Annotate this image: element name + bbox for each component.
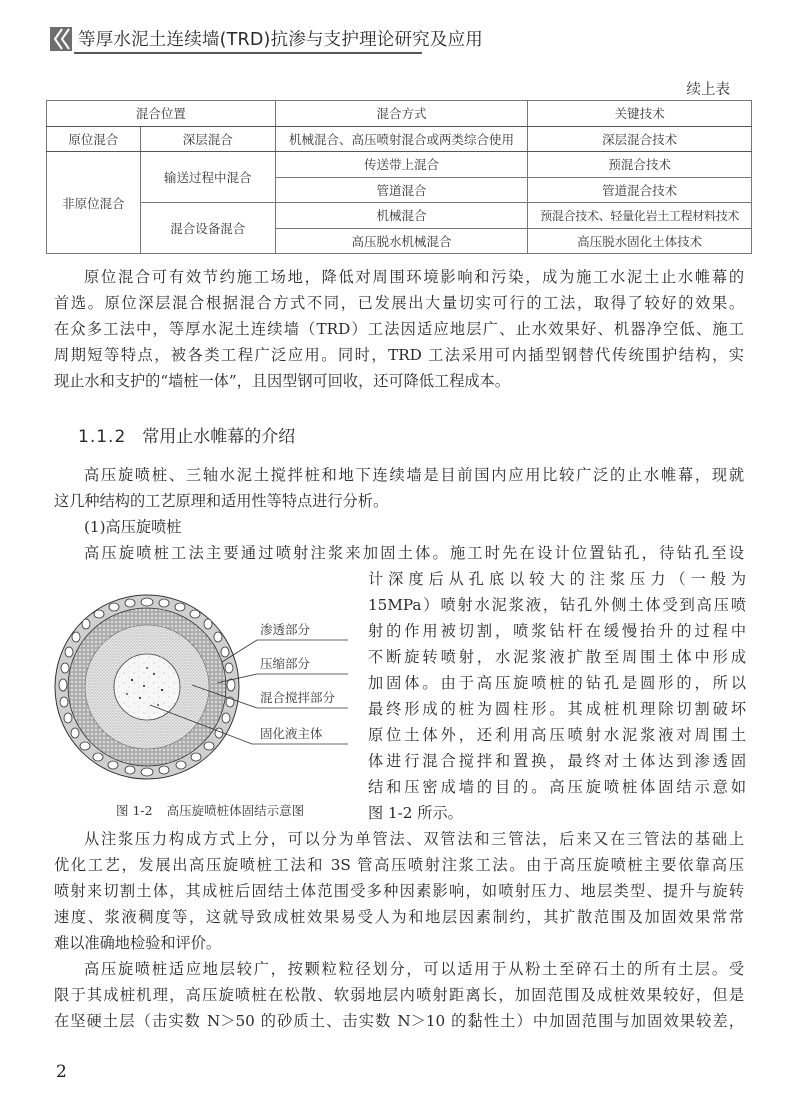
section-heading (78, 422, 295, 447)
figure-caption-text: 高压旋喷桩体固结示意图 (166, 803, 305, 818)
subsection-heading (54, 514, 744, 540)
text-line: 难以准确地检验和评价。 (54, 934, 222, 952)
text-line: 优化工艺，发展出高压旋喷桩工法和 3S 管高压喷射注浆工法。由于高压旋喷桩主要依靠高压 (54, 856, 744, 874)
section-number: 1.1.2 (78, 427, 127, 447)
text-line: 射的作用被切割，喷浆钻杆在缓慢抬升的过程中 (368, 622, 746, 640)
text-line: 原位土体外，还利用高压喷射水泥浆液对周围土 (368, 726, 746, 744)
table-header-cell: 混合方式 (275, 101, 528, 127)
section-title: 常用止水帷幕的介绍 (142, 427, 296, 447)
table-cell: 传送带上混合 (275, 152, 528, 178)
text-line: 首选。原位深层混合根据混合方式不同，已发展出大量切实可行的工法，取得了较好的效果。 (54, 294, 744, 312)
figure-jet-grouting-diagram (52, 590, 352, 780)
figure-label: 混合搅拌部分 (260, 690, 336, 705)
mixing-table (46, 100, 752, 254)
figure-label: 压缩部分 (260, 656, 311, 671)
text-line: 在众多工法中，等厚水泥土连续墙（TRD）工法因适应地层广、止水效果好、机器净空低、施工 (54, 320, 744, 338)
table-cell: 管道混合技术 (528, 177, 752, 203)
table-header-cell: 关键技术 (528, 101, 752, 127)
concentric-pile-diagram (52, 590, 352, 780)
table-cell: 非原位混合 (47, 152, 141, 254)
text-line: 图 1-2 所示。 (368, 804, 463, 822)
text-line: 加固体。由于高压旋喷桩的钻孔是圆形的，所以 (368, 674, 746, 692)
text-line: 喷射来切割土体，其成桩后固结土体范围受多种因素影响，如喷射压力、地层类型、提升与旋转 (54, 882, 744, 900)
header-rule (74, 52, 422, 54)
table-cell: 管道混合 (275, 177, 528, 203)
table-cell: 预混合技术 (528, 152, 752, 178)
text-line: 原位混合可有效节约施工场地，降低对周围环境影响和污染，成为施工水泥土止水帷幕的 (84, 268, 744, 286)
paragraph (54, 264, 744, 394)
book-title: 等厚水泥土连续墙(TRD)抗渗与支护理论研究及应用 (78, 30, 483, 50)
paragraph (54, 462, 744, 514)
table-cell: 深层混合 (140, 126, 275, 152)
table-cell: 混合设备混合 (140, 203, 275, 254)
table-row (47, 152, 752, 178)
table-header-cell: 混合位置 (47, 101, 276, 127)
table-cell: 输送过程中混合 (140, 152, 275, 203)
subsection-title: (1)高压旋喷桩 (84, 518, 182, 536)
table-cell: 预混合技术、轻量化岩土工程材料技术 (528, 203, 752, 229)
table-cell: 机械混合 (275, 203, 528, 229)
text-line: 这几种结构的工艺原理和适用性等特点进行分析。 (54, 492, 389, 510)
figure-caption (116, 801, 304, 819)
figure-label: 固化液主体 (260, 726, 323, 741)
figure-number: 图 1-2 (116, 803, 153, 818)
text-line: 最终形成的桩为圆柱形。其成桩机理除切割破坏 (368, 700, 746, 718)
text-line: 高压旋喷桩适应地层较广，按颗粒粒径划分，可以适用于从粉土至碎石土的所有土层。受 (84, 960, 744, 978)
text-line: 15MPa）喷射水泥浆液，钻孔外侧土体受到高压喷 (368, 596, 746, 614)
table-cell: 高压脱水机械混合 (275, 228, 528, 254)
text-line: 结和压密成墙的目的。高压旋喷桩体固结示意如 (368, 778, 746, 796)
text-line: 从注浆压力构成方式上分，可以分为单管法、双管法和三管法，后来又在三管法的基础上 (84, 830, 744, 848)
text-line: 现止水和支护的“墙桩一体”，且因型钢可回收，还可降低工程成本。 (54, 372, 510, 390)
text-line: 周期短等特点，被各类工程广泛应用。同时，TRD 工法采用可内插型钢替代传统围护结构，实 (54, 346, 744, 364)
text-line: 速度、浆液稠度等，这就导致成桩效果易受人为和地层因素制约，其扩散范围及加固效果常常 (54, 908, 744, 926)
table-continued-label: 续上表 (686, 82, 730, 98)
paragraph (54, 540, 744, 566)
text-line: 在坚硬土层（击实数 N＞50 的砂质土、击实数 N＞10 的黏性土）中加固范围与加固效果较差， (54, 1012, 744, 1030)
table-row (47, 126, 752, 152)
text-line: 计深度后从孔底以较大的注浆压力（一般为 (368, 570, 746, 588)
table-cell: 原位混合 (47, 126, 141, 152)
figure-label: 渗透部分 (260, 622, 311, 637)
paragraph (54, 956, 744, 1034)
text-line: 不断旋转喷射，水泥浆液扩散至周围土体中形成 (368, 648, 746, 666)
table-header-row (47, 101, 752, 127)
paragraph (54, 826, 744, 956)
running-header (50, 24, 483, 52)
text-line: 高压旋喷桩工法主要通过喷射注浆来加固土体。施工时先在设计位置钻孔，待钻孔至设 (84, 544, 744, 562)
text-line: 高压旋喷桩、三轴水泥土搅拌桩和地下连续墙是目前国内应用比较广泛的止水帷幕，现就 (84, 466, 744, 484)
wrapped-paragraph (368, 566, 746, 826)
text-line: 体进行混合搅拌和置换，最终对土体达到渗透固 (368, 752, 746, 770)
table-cell: 高压脱水固化土体技术 (528, 228, 752, 254)
table-row (47, 203, 752, 229)
double-chevron-left-icon (50, 27, 72, 51)
table-cell: 深层混合技术 (528, 126, 752, 152)
page-number: 2 (56, 1062, 67, 1082)
text-line: 限于其成桩机理，高压旋喷桩在松散、软弱地层内喷射距离长，加固范围及成桩效果较好，但是 (54, 986, 744, 1004)
table-cell: 机械混合、高压喷射混合或两类综合使用 (275, 126, 528, 152)
